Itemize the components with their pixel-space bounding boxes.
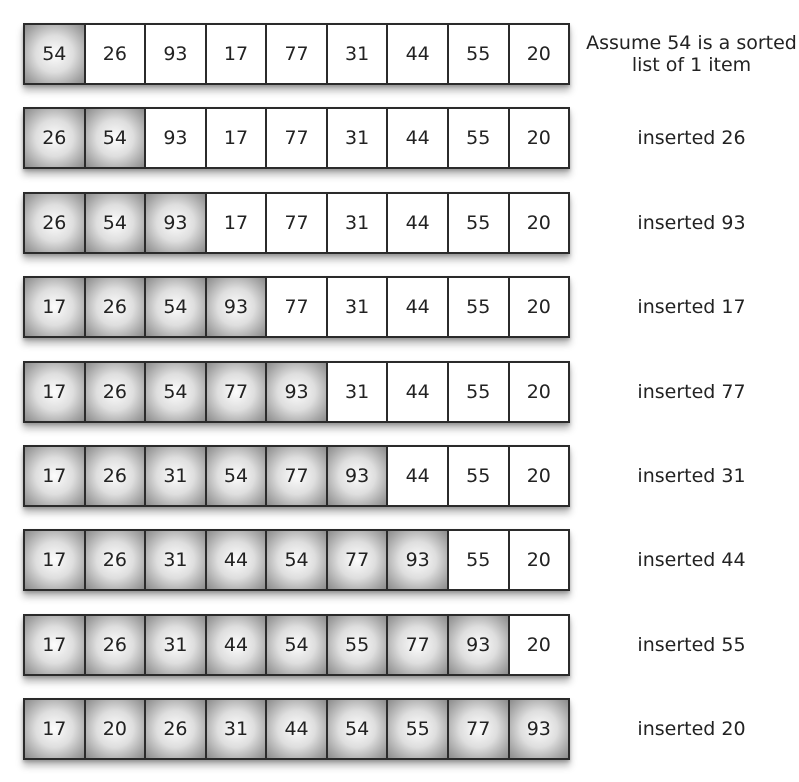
sorted-cell: 31 bbox=[144, 614, 207, 676]
unsorted-cell: 17 bbox=[205, 192, 268, 254]
sorted-cell: 93 bbox=[508, 698, 571, 760]
sorted-cell: 31 bbox=[205, 698, 268, 760]
step-caption bbox=[584, 127, 799, 149]
unsorted-cell: 20 bbox=[508, 23, 571, 85]
unsorted-cell: 44 bbox=[386, 23, 449, 85]
unsorted-cell: 31 bbox=[326, 107, 389, 169]
sorted-cell: 77 bbox=[326, 529, 389, 591]
sorted-cell: 31 bbox=[144, 445, 207, 507]
array-strip bbox=[23, 107, 570, 169]
sort-step-row bbox=[0, 107, 799, 191]
caption-line: list of 1 item bbox=[631, 54, 752, 76]
sort-step-row bbox=[0, 192, 799, 276]
sorted-cell: 44 bbox=[205, 614, 268, 676]
unsorted-cell: 93 bbox=[144, 107, 207, 169]
array-strip bbox=[23, 698, 570, 760]
unsorted-cell: 55 bbox=[447, 107, 510, 169]
sorted-cell: 93 bbox=[265, 361, 328, 423]
sorted-cell: 54 bbox=[205, 445, 268, 507]
sort-step-row bbox=[0, 276, 799, 360]
step-caption bbox=[584, 212, 799, 234]
sorted-cell: 54 bbox=[84, 107, 147, 169]
unsorted-cell: 17 bbox=[205, 107, 268, 169]
unsorted-cell: 31 bbox=[326, 361, 389, 423]
unsorted-cell: 44 bbox=[386, 192, 449, 254]
unsorted-cell: 55 bbox=[447, 192, 510, 254]
unsorted-cell: 20 bbox=[508, 529, 571, 591]
caption-line: inserted 17 bbox=[637, 296, 746, 318]
sorted-cell: 93 bbox=[326, 445, 389, 507]
unsorted-cell: 55 bbox=[447, 529, 510, 591]
unsorted-cell: 20 bbox=[508, 107, 571, 169]
unsorted-cell: 20 bbox=[508, 614, 571, 676]
sorted-cell: 31 bbox=[144, 529, 207, 591]
sorted-cell: 26 bbox=[84, 614, 147, 676]
unsorted-cell: 20 bbox=[508, 445, 571, 507]
unsorted-cell: 20 bbox=[508, 192, 571, 254]
sorted-cell: 26 bbox=[84, 445, 147, 507]
sorted-cell: 26 bbox=[84, 529, 147, 591]
sorted-cell: 54 bbox=[23, 23, 86, 85]
caption-line: Assume 54 is a sorted bbox=[586, 32, 797, 54]
unsorted-cell: 55 bbox=[447, 276, 510, 338]
sort-step-row bbox=[0, 614, 799, 698]
sorted-cell: 54 bbox=[144, 276, 207, 338]
sorted-cell: 54 bbox=[326, 698, 389, 760]
sort-step-row bbox=[0, 23, 799, 107]
step-caption bbox=[584, 296, 799, 318]
unsorted-cell: 77 bbox=[265, 23, 328, 85]
unsorted-cell: 77 bbox=[265, 107, 328, 169]
step-caption bbox=[584, 634, 799, 656]
unsorted-cell: 77 bbox=[265, 276, 328, 338]
unsorted-cell: 44 bbox=[386, 445, 449, 507]
unsorted-cell: 55 bbox=[447, 361, 510, 423]
sorted-cell: 93 bbox=[447, 614, 510, 676]
sort-step-row bbox=[0, 698, 799, 782]
unsorted-cell: 55 bbox=[447, 23, 510, 85]
sorted-cell: 26 bbox=[144, 698, 207, 760]
array-strip bbox=[23, 23, 570, 85]
step-caption bbox=[584, 549, 799, 571]
sorted-cell: 93 bbox=[386, 529, 449, 591]
sorted-cell: 93 bbox=[205, 276, 268, 338]
step-caption bbox=[584, 32, 799, 76]
caption-line: inserted 20 bbox=[637, 718, 746, 740]
sorted-cell: 55 bbox=[326, 614, 389, 676]
unsorted-cell: 31 bbox=[326, 192, 389, 254]
sort-step-row bbox=[0, 445, 799, 529]
unsorted-cell: 26 bbox=[84, 23, 147, 85]
sorted-cell: 55 bbox=[386, 698, 449, 760]
unsorted-cell: 93 bbox=[144, 23, 207, 85]
unsorted-cell: 44 bbox=[386, 276, 449, 338]
sorted-cell: 54 bbox=[84, 192, 147, 254]
array-strip bbox=[23, 529, 570, 591]
sorted-cell: 54 bbox=[265, 529, 328, 591]
sorted-cell: 77 bbox=[447, 698, 510, 760]
sort-step-row bbox=[0, 529, 799, 613]
sorted-cell: 26 bbox=[23, 107, 86, 169]
unsorted-cell: 77 bbox=[265, 192, 328, 254]
sorted-cell: 20 bbox=[84, 698, 147, 760]
sorted-cell: 26 bbox=[23, 192, 86, 254]
caption-line: inserted 26 bbox=[637, 127, 746, 149]
array-strip bbox=[23, 192, 570, 254]
sorted-cell: 17 bbox=[23, 614, 86, 676]
unsorted-cell: 44 bbox=[386, 361, 449, 423]
sorted-cell: 17 bbox=[23, 445, 86, 507]
unsorted-cell: 20 bbox=[508, 276, 571, 338]
sorted-cell: 44 bbox=[205, 529, 268, 591]
sorted-cell: 26 bbox=[84, 361, 147, 423]
sorted-cell: 77 bbox=[205, 361, 268, 423]
sort-step-row bbox=[0, 361, 799, 445]
unsorted-cell: 17 bbox=[205, 23, 268, 85]
step-caption bbox=[584, 718, 799, 740]
sorted-cell: 77 bbox=[265, 445, 328, 507]
sorted-cell: 26 bbox=[84, 276, 147, 338]
array-strip bbox=[23, 361, 570, 423]
caption-line: inserted 93 bbox=[637, 212, 746, 234]
caption-line: inserted 55 bbox=[637, 634, 746, 656]
unsorted-cell: 44 bbox=[386, 107, 449, 169]
step-caption bbox=[584, 381, 799, 403]
sorted-cell: 54 bbox=[144, 361, 207, 423]
sorted-cell: 54 bbox=[265, 614, 328, 676]
unsorted-cell: 55 bbox=[447, 445, 510, 507]
sorted-cell: 93 bbox=[144, 192, 207, 254]
array-strip bbox=[23, 276, 570, 338]
sorted-cell: 44 bbox=[265, 698, 328, 760]
caption-line: inserted 31 bbox=[637, 465, 746, 487]
caption-line: inserted 44 bbox=[637, 549, 746, 571]
unsorted-cell: 20 bbox=[508, 361, 571, 423]
sorted-cell: 17 bbox=[23, 698, 86, 760]
array-strip bbox=[23, 445, 570, 507]
sorted-cell: 77 bbox=[386, 614, 449, 676]
caption-line: inserted 77 bbox=[637, 381, 746, 403]
sorted-cell: 17 bbox=[23, 529, 86, 591]
unsorted-cell: 31 bbox=[326, 276, 389, 338]
array-strip bbox=[23, 614, 570, 676]
sorted-cell: 17 bbox=[23, 276, 86, 338]
sorted-cell: 17 bbox=[23, 361, 86, 423]
step-caption bbox=[584, 465, 799, 487]
unsorted-cell: 31 bbox=[326, 23, 389, 85]
